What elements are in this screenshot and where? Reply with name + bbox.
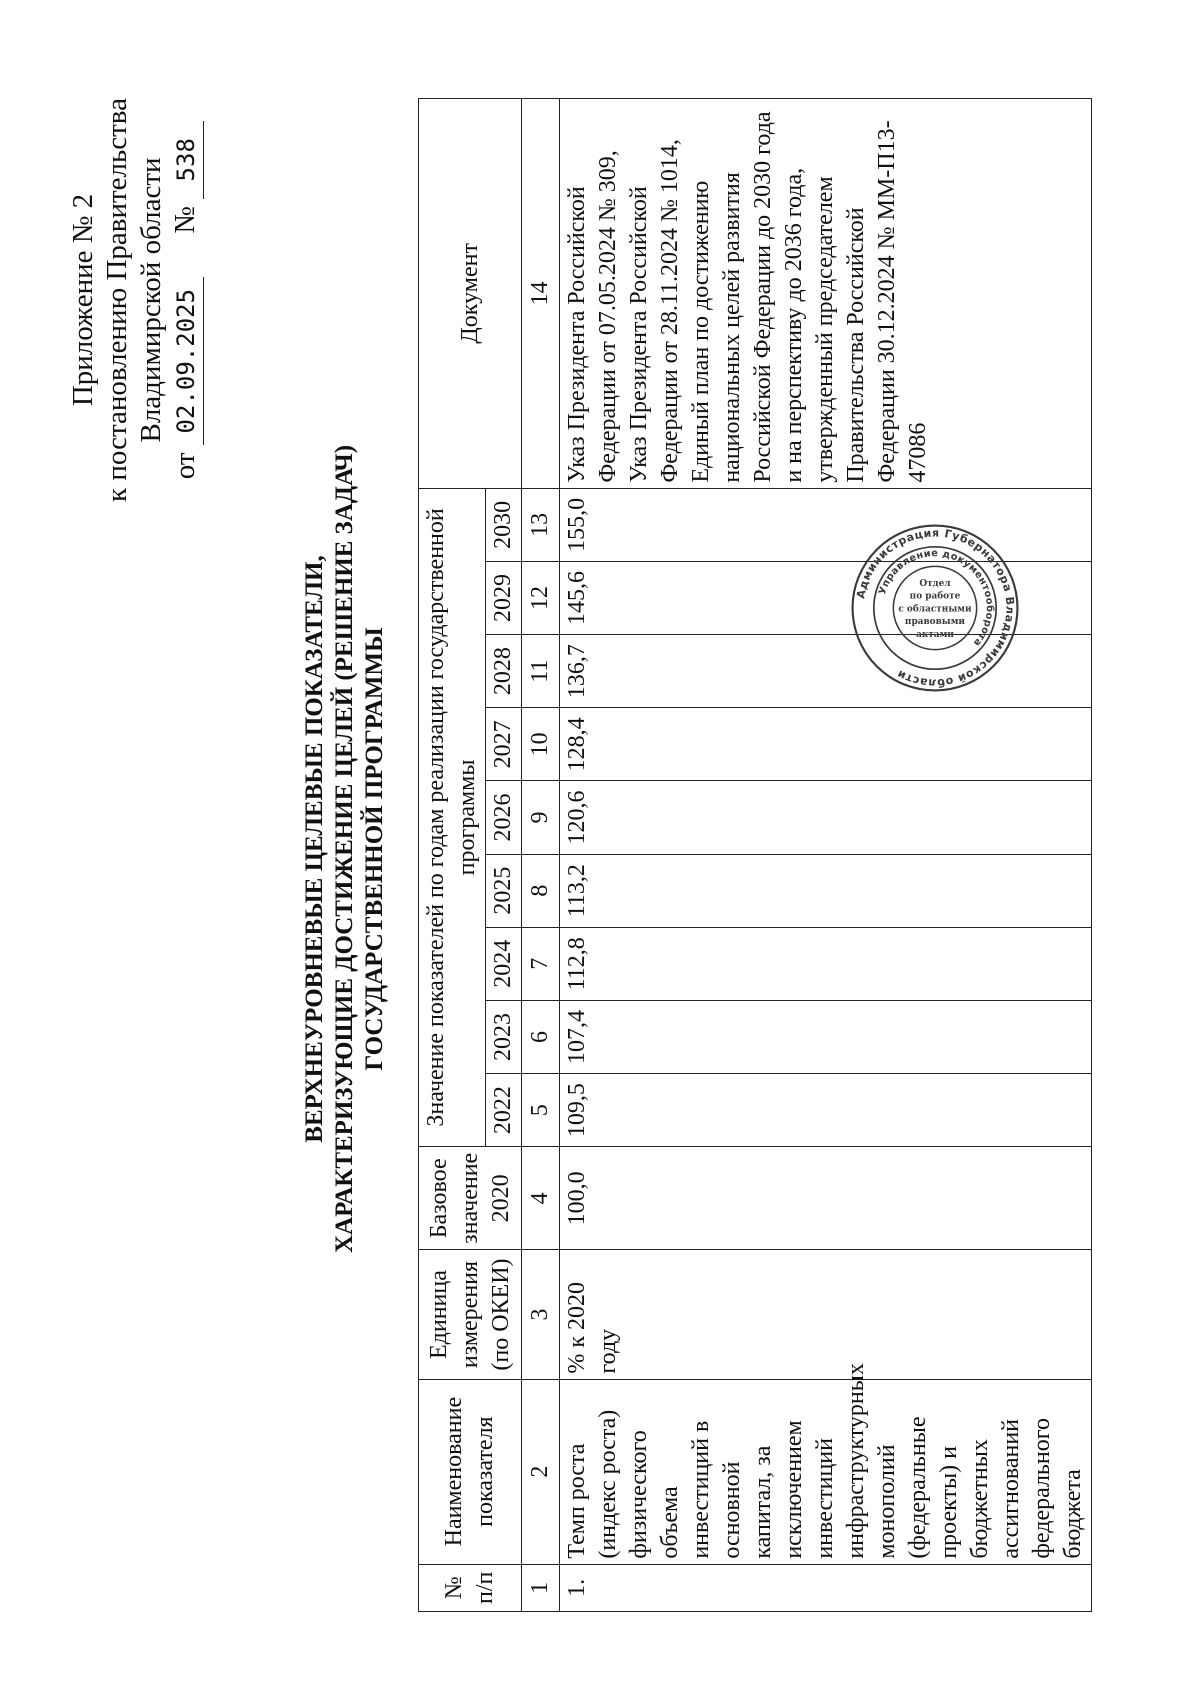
header-unit: Единица измерения (по ОКЕИ) [419,1250,522,1379]
heading-line-3: ГОСУДАРСТВЕННОЙ ПРОГРАММЫ [361,627,388,1071]
value-2028: 136,7 [560,635,1092,708]
value-2029: 145,6 [560,561,1092,634]
year-2029: 2029 [486,561,522,634]
column-number: 7 [522,927,560,1000]
source-document: Указ Президента Российской Федерации от 07.05.2024 № 309, Указ Президента Российской Федерации от 28.11.2024 № 1014, Единый план по достижению национальных целей развития Российской Федерации до 2030 года и на перспективу до 2036 года, утвержденный председателем Правительства Российской Федерации 30.12.2024 № ММ-П13-47086 [560,99,1092,489]
stamp-center-line-4: правовыми [904,617,966,628]
header-document: Документ [419,99,522,489]
stamp-center-line-1: Отдел [919,578,951,589]
year-2022: 2022 [486,1074,522,1147]
column-number: 9 [522,781,560,854]
column-number: 6 [522,1000,560,1073]
column-number: 11 [522,635,560,708]
heading-line-1: ВЕРХНЕУРОВНЕВЫЕ ЦЕЛЕВЫЕ ПОКАЗАТЕЛИ, [301,555,328,1143]
indicators-table [418,98,1092,1612]
header-row-1 [419,99,486,1612]
value-2030: 155,0 [560,488,1092,561]
column-number: 4 [522,1147,560,1250]
appendix-decree-ref: к постановлению Правительства [101,98,133,502]
stamp-outer-text: Администрация Губернатора Владимирской области [854,526,1017,690]
value-2026: 120,6 [560,781,1092,854]
stamp-center-line-3: с областными [898,604,972,615]
year-2024: 2024 [486,927,522,1000]
value-2023: 107,4 [560,1000,1092,1073]
appendix-region: Владимирской области [135,157,167,443]
header-base: Базовое значение 2020 [419,1147,522,1250]
decree-date: 02.09.2025 [169,277,204,445]
column-number: 14 [522,99,560,489]
year-2025: 2025 [486,854,522,927]
from-label: от [169,452,201,480]
official-stamp [850,523,1020,693]
stamp-center-line-2: по работе [909,591,961,602]
base-value: 100,0 [560,1147,1092,1250]
column-number-row [522,99,560,1612]
column-number: 3 [522,1250,560,1379]
stamp-middle-text: Управление документооборота [877,548,995,649]
value-2025: 113,2 [560,854,1092,927]
decree-number: 538 [169,121,204,199]
column-number: 2 [522,1379,560,1564]
number-label: № [169,206,201,234]
row-number: 1. [560,1564,1092,1611]
column-number: 12 [522,561,560,634]
indicator-unit: % к 2020 году [560,1250,1092,1379]
column-number: 8 [522,854,560,927]
year-2028: 2028 [486,635,522,708]
header-values-group: Значение показателей по годам реализации государственной программы [419,488,486,1147]
year-2023: 2023 [486,1000,522,1073]
appendix-block [66,40,204,560]
appendix-date-line [168,40,204,560]
column-number: 10 [522,708,560,781]
column-number: 5 [522,1074,560,1147]
value-2022: 109,5 [560,1074,1092,1147]
year-2026: 2026 [486,781,522,854]
document-heading [300,200,390,1498]
column-number: 13 [522,488,560,561]
heading-line-2: ХАРАКТЕРИЗУЮЩИЕ ДОСТИЖЕНИЕ ЦЕЛЕЙ (РЕШЕНИЕ ЗАДАЧ) [331,444,358,1254]
appendix-number: Приложение № 2 [67,193,99,407]
header-name: Наименование показателя [419,1379,522,1564]
header-num: № п/п [419,1564,522,1611]
year-2027: 2027 [486,708,522,781]
year-2030: 2030 [486,488,522,561]
table-row [560,99,1092,1612]
column-number: 1 [522,1564,560,1611]
value-2024: 112,8 [560,927,1092,1000]
stamp-center-line-5: актами [916,629,954,640]
value-2027: 128,4 [560,708,1092,781]
indicator-name: Темп роста (индекс роста) физического объема инвестиций в основной капитал, за исключением инвестиций инфраструктурных монополий (федеральные проекты) и бюджетных ассигнований федерального бюджета [560,1379,1092,1564]
